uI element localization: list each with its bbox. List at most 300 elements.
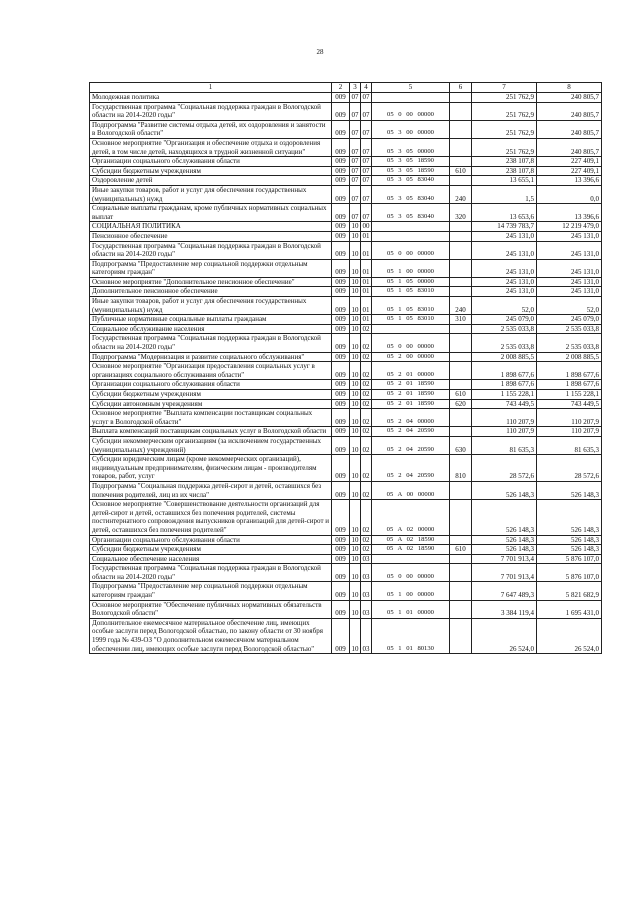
row-amount-2: 5 876 107,0 (537, 554, 602, 564)
row-target-code: 05 2 01 18590 (372, 390, 450, 400)
row-amount-2: 526 148,3 (537, 500, 602, 535)
row-name-cell: Субсидии некоммерческим организациям (за исключением государственных (муниципальных) учреждений) (90, 436, 332, 454)
row-subsection-code: 07 (362, 93, 370, 101)
row-target-code: 05 0 00 00000 (372, 564, 450, 582)
row-name-cell: Основное мероприятие "Дополнительное пенсионное обеспечение" (90, 277, 332, 287)
row-amount-2: 13 396,6 (537, 204, 602, 222)
table-header-row (90, 83, 602, 93)
row-name-cell: Субсидии бюджетным учреждениям (90, 166, 332, 176)
row-expense-type-code: 320 (450, 204, 472, 222)
row-name-cell: Основное мероприятие "Совершенствование деятельности организаций для детей-сирот и детей, оставшихся без попечения родителей, системы постинтернатного сопровождения выпускников организаций для детей-сирот и детей, оставшихся без попечения родителей" (90, 500, 332, 535)
row-name-cell: Оздоровление детей (90, 176, 332, 186)
row-subsection-code: 01 (361, 259, 372, 277)
row-amount-1: 526 148,3 (472, 481, 537, 499)
row-target-code: 05 A 02 18590 (372, 545, 450, 555)
table-row (90, 315, 602, 325)
table-row (90, 324, 602, 334)
row-section-code: 10 (350, 241, 361, 259)
row-subsection-code: 02 (361, 500, 372, 535)
table-row (90, 102, 602, 120)
row-amount-2: 28 572,6 (537, 455, 602, 482)
row-expense-type-code (450, 241, 472, 259)
row-expense-type-code: 310 (450, 315, 472, 325)
row-ministry-code: 009 (332, 582, 350, 600)
row-ministry-code: 009 (332, 166, 350, 176)
row-amount-1: 526 148,3 (472, 545, 537, 555)
row-amount-1: 251 762,9 (472, 102, 537, 120)
row-ministry-code: 009 (332, 554, 350, 564)
row-ministry-code: 009 (332, 287, 350, 297)
table-row (90, 545, 602, 555)
row-expense-type-code (450, 102, 472, 120)
row-ministry-code: 009 (332, 324, 350, 334)
row-section-code: 07 (350, 185, 361, 203)
row-amount-2: 526 148,3 (537, 481, 602, 499)
row-amount-1: 251 762,9 (472, 120, 537, 138)
row-section-code: 10 (351, 390, 359, 398)
row-target-code: 05 0 00 00000 (372, 102, 450, 120)
row-ministry-code: 009 (332, 102, 350, 120)
row-name-cell: Организации социального обслуживания области (90, 380, 332, 390)
row-expense-type-code: 620 (450, 399, 472, 409)
row-amount-1: 245 131,0 (472, 287, 537, 297)
row-target-code: 05 1 00 00000 (372, 259, 450, 277)
table-row (90, 362, 602, 380)
row-section-code: 07 (351, 166, 359, 175)
row-subsection-code: 03 (361, 564, 372, 582)
row-ministry-code: 009 (332, 436, 350, 454)
row-target-code: 05 0 00 00000 (372, 241, 450, 259)
row-target-code: 05 2 01 18590 (372, 380, 450, 390)
row-section-code: 10 (350, 500, 361, 535)
row-section-code: 10 (350, 297, 361, 315)
row-amount-2: 2 008 885,5 (537, 352, 602, 362)
row-amount-2: 110 207,9 (537, 409, 602, 427)
row-ministry-code: 009 (332, 204, 350, 222)
row-section-code: 07 (350, 204, 361, 222)
page-number: 28 (316, 48, 324, 56)
row-name-cell: Субсидии бюджетным учреждениям (90, 545, 332, 555)
row-amount-2: 2 535 033,8 (537, 324, 602, 334)
row-target-code: 05 A 00 00000 (372, 481, 450, 499)
row-target-code: 05 A 02 18590 (372, 535, 450, 545)
row-subsection-code: 07 (361, 185, 372, 203)
row-target-code: 05 2 04 20590 (372, 427, 450, 437)
row-expense-type-code (450, 427, 472, 437)
header-col-5: 5 (372, 83, 450, 93)
row-name-cell: Основное мероприятие "Организация и обеспечение отдыха и оздоровления детей, в том числе детей, находящихся в трудной жизненной ситуации" (90, 138, 332, 156)
row-expense-type-code (450, 287, 472, 297)
row-expense-type-code: 610 (450, 545, 472, 555)
table-row (90, 436, 602, 454)
row-section-code: 10 (351, 380, 359, 389)
row-name-cell: Основное мероприятие "Обеспечение публичных нормативных обязательств Вологодской области" (90, 600, 332, 618)
row-ministry-code: 009 (332, 399, 350, 409)
table-row (90, 334, 602, 352)
row-section-code: 07 (350, 120, 361, 138)
row-target-code: 05 3 05 18590 (372, 166, 450, 176)
row-amount-2: 526 148,3 (537, 545, 602, 555)
row-target-code: 05 1 01 80130 (372, 618, 450, 653)
table-row (90, 222, 602, 232)
row-name-cell: Организации социального обслуживания области (90, 157, 332, 167)
row-expense-type-code (450, 334, 472, 352)
row-ministry-code: 009 (332, 362, 350, 380)
row-amount-1: 7 701 913,4 (472, 554, 537, 564)
row-expense-type-code (450, 380, 472, 390)
table-row (90, 259, 602, 277)
row-subsection-code: 01 (362, 277, 370, 286)
row-ministry-code: 009 (332, 93, 350, 103)
row-amount-2: 13 396,6 (537, 176, 602, 186)
table-row (90, 352, 602, 362)
row-amount-1: 13 655,1 (472, 176, 537, 186)
header-col-8: 8 (537, 83, 602, 93)
table-row (90, 554, 602, 564)
row-amount-1: 28 572,6 (472, 455, 537, 482)
row-target-code (372, 324, 450, 334)
table-row (90, 481, 602, 499)
row-amount-1: 245 079,0 (472, 315, 537, 325)
row-expense-type-code (450, 409, 472, 427)
row-expense-type-code: 610 (450, 166, 472, 176)
row-amount-1: 13 653,6 (472, 204, 537, 222)
row-ministry-code: 009 (332, 390, 350, 400)
row-expense-type-code (450, 176, 472, 186)
table-row (90, 241, 602, 259)
row-amount-2: 245 131,0 (537, 287, 602, 297)
row-subsection-code: 07 (361, 102, 372, 120)
row-ministry-code: 009 (332, 427, 350, 437)
row-amount-1: 7 647 489,3 (472, 582, 537, 600)
row-amount-1: 1,5 (472, 185, 537, 203)
row-section-code: 10 (351, 277, 359, 286)
row-name-cell: Государственная программа "Социальная поддержка граждан в Вологодской области на 2014-2020 годы" (90, 102, 332, 120)
row-section-code: 10 (350, 334, 361, 352)
row-expense-type-code: 810 (450, 455, 472, 482)
row-ministry-code: 009 (332, 138, 350, 156)
row-ministry-code: 009 (332, 600, 350, 618)
row-subsection-code: 02 (361, 481, 372, 499)
row-amount-1: 251 762,9 (472, 93, 537, 103)
row-amount-1: 1 898 677,6 (472, 380, 537, 390)
row-expense-type-code: 610 (450, 390, 472, 400)
row-section-code: 10 (350, 409, 361, 427)
row-amount-2: 1 898 677,6 (537, 380, 602, 390)
row-target-code (372, 222, 450, 232)
row-amount-2: 227 409,1 (537, 157, 602, 167)
row-amount-1: 526 148,3 (472, 535, 537, 545)
row-ministry-code: 009 (332, 535, 350, 545)
table-row (90, 618, 602, 653)
row-section-code: 10 (351, 535, 359, 544)
row-name-cell: Субсидии автономным учреждениям (90, 399, 332, 409)
row-expense-type-code (450, 481, 472, 499)
row-section-code: 10 (350, 362, 361, 380)
row-subsection-code: 02 (361, 455, 372, 482)
row-amount-2: 245 131,0 (537, 231, 602, 241)
row-ministry-code: 009 (332, 259, 350, 277)
row-section-code: 07 (350, 138, 361, 156)
row-name-cell: Государственная программа "Социальная поддержка граждан в Вологодской области на 2014-2020 годы" (90, 334, 332, 352)
row-amount-2: 227 409,1 (537, 166, 602, 176)
row-ministry-code: 009 (332, 545, 350, 555)
row-amount-2: 52,0 (537, 297, 602, 315)
header-col-7: 7 (472, 83, 537, 93)
table-row (90, 380, 602, 390)
row-amount-2: 2 535 033,8 (537, 334, 602, 352)
row-expense-type-code (450, 554, 472, 564)
row-name-cell: Основное мероприятие "Организация предоставления социальных услуг в организациях социального обслуживания области" (90, 362, 332, 380)
row-amount-1: 245 131,0 (472, 231, 537, 241)
row-amount-2: 240 805,7 (537, 102, 602, 120)
budget-table (89, 82, 602, 654)
row-target-code: 05 1 05 83010 (372, 297, 450, 315)
row-expense-type-code (450, 362, 472, 380)
row-name-cell: Субсидии бюджетным учреждениям (90, 390, 332, 400)
row-amount-2: 1 898 677,6 (537, 362, 602, 380)
row-name-cell: Молодежная политика (90, 93, 332, 103)
row-expense-type-code (450, 259, 472, 277)
row-name-cell: Субсидии юридическим лицам (кроме некоммерческих организаций), индивидуальным предпринимателям, физическим лицам - производителям товаров, работ, услуг (90, 455, 332, 482)
row-section-code: 10 (350, 455, 361, 482)
row-target-code: 05 2 04 00000 (372, 409, 450, 427)
table-row (90, 399, 602, 409)
row-ministry-code: 009 (332, 564, 350, 582)
row-name-cell: Социальное обеспечение населения (90, 554, 332, 564)
row-target-code: 05 1 05 83010 (372, 315, 450, 325)
row-name-cell: Выплата компенсаций поставщикам социальных услуг в Вологодской области (90, 427, 332, 437)
row-ministry-code: 009 (332, 277, 350, 287)
row-expense-type-code: 240 (450, 297, 472, 315)
row-amount-2: 110 207,9 (537, 427, 602, 437)
row-name-cell: Подпрограмма "Социальная поддержка детей-сирот и детей, оставшихся без попечения родителей, лиц из их числа" (90, 481, 332, 499)
row-ministry-code: 009 (332, 334, 350, 352)
row-amount-2: 240 805,7 (537, 138, 602, 156)
row-amount-2: 245 131,0 (537, 277, 602, 287)
row-ministry-code: 009 (332, 618, 350, 653)
row-subsection-code: 02 (361, 436, 372, 454)
row-subsection-code: 02 (362, 427, 370, 436)
header-col-2: 2 (332, 83, 350, 93)
row-expense-type-code (450, 120, 472, 138)
row-name-cell: Иные закупки товаров, работ и услуг для обеспечения государственных (муниципальных) нужд (90, 185, 332, 203)
row-amount-2: 245 079,0 (537, 315, 602, 325)
table-row (90, 277, 602, 287)
table-row (90, 409, 602, 427)
row-amount-1: 7 701 913,4 (472, 564, 537, 582)
row-amount-1: 14 739 783,7 (472, 222, 537, 232)
row-section-code: 07 (350, 102, 361, 120)
table-row (90, 455, 602, 482)
row-subsection-code: 07 (362, 157, 370, 166)
row-subsection-code: 07 (361, 138, 372, 156)
row-subsection-code: 02 (362, 535, 370, 544)
row-name-cell: Социальное обслуживание населения (90, 324, 332, 334)
row-amount-2: 1 695 431,0 (537, 600, 602, 618)
row-target-code: 05 3 05 83040 (372, 185, 450, 203)
row-amount-2: 0,0 (537, 185, 602, 203)
row-subsection-code: 07 (361, 204, 372, 222)
row-expense-type-code (450, 277, 472, 287)
header-col-4: 4 (361, 83, 372, 93)
row-subsection-code: 02 (361, 362, 372, 380)
row-amount-2: 12 219 479,0 (537, 222, 602, 232)
row-amount-2: 81 635,3 (537, 436, 602, 454)
row-amount-1: 1 898 677,6 (472, 362, 537, 380)
row-amount-1: 245 131,0 (472, 277, 537, 287)
table-row (90, 185, 602, 203)
row-target-code: 05 1 00 00000 (372, 582, 450, 600)
row-section-code: 10 (351, 287, 359, 296)
row-expense-type-code (450, 618, 472, 653)
row-target-code: 05 2 04 20590 (372, 436, 450, 454)
row-subsection-code: 03 (361, 618, 372, 653)
row-target-code: 05 2 00 00000 (372, 352, 450, 362)
row-subsection-code: 03 (361, 582, 372, 600)
row-name-cell: Социальные выплаты гражданам, кроме публичных нормативных социальных выплат (90, 204, 332, 222)
row-amount-1: 238 107,8 (472, 166, 537, 176)
row-expense-type-code (450, 157, 472, 167)
row-subsection-code: 02 (362, 545, 370, 554)
row-amount-2: 26 524,0 (537, 618, 602, 653)
row-expense-type-code (450, 535, 472, 545)
row-expense-type-code (450, 564, 472, 582)
row-ministry-code: 009 (332, 120, 350, 138)
row-target-code: 05 0 00 00000 (372, 334, 450, 352)
row-amount-1: 26 524,0 (472, 618, 537, 653)
row-section-code: 10 (351, 222, 359, 231)
row-amount-1: 2 535 033,8 (472, 324, 537, 334)
row-target-code (372, 231, 450, 241)
row-subsection-code: 02 (362, 399, 370, 408)
table-row (90, 93, 602, 103)
row-name-cell: Публичные нормативные социальные выплаты гражданам (90, 315, 332, 325)
row-ministry-code: 009 (332, 409, 350, 427)
table-row (90, 582, 602, 600)
row-target-code (372, 93, 450, 103)
row-amount-1: 238 107,8 (472, 157, 537, 167)
row-subsection-code: 01 (361, 297, 372, 315)
row-subsection-code: 02 (362, 390, 370, 398)
row-section-code: 10 (351, 554, 359, 563)
row-amount-1: 245 131,0 (472, 241, 537, 259)
row-target-code: 05 A 02 00000 (372, 500, 450, 535)
row-subsection-code: 02 (362, 352, 370, 361)
row-name-cell: Пенсионное обеспечение (90, 231, 332, 241)
row-target-code: 05 1 05 00000 (372, 277, 450, 287)
row-target-code: 05 2 01 00000 (372, 362, 450, 380)
row-ministry-code: 009 (332, 455, 350, 482)
table-row (90, 138, 602, 156)
row-amount-1: 526 148,3 (472, 500, 537, 535)
row-amount-1: 3 384 119,4 (472, 600, 537, 618)
row-ministry-code: 009 (332, 352, 350, 362)
row-name-cell: Дополнительное пенсионное обеспечение (90, 287, 332, 297)
row-ministry-code: 009 (332, 241, 350, 259)
row-amount-2: 5 876 107,0 (537, 564, 602, 582)
row-ministry-code: 009 (332, 481, 350, 499)
row-subsection-code: 03 (361, 600, 372, 618)
row-ministry-code: 009 (332, 500, 350, 535)
row-ministry-code: 009 (332, 297, 350, 315)
row-amount-2: 5 821 682,9 (537, 582, 602, 600)
row-expense-type-code (450, 324, 472, 334)
row-expense-type-code (450, 352, 472, 362)
row-section-code: 10 (350, 436, 361, 454)
row-target-code: 05 3 05 18590 (372, 157, 450, 167)
row-amount-1: 81 635,3 (472, 436, 537, 454)
row-amount-1: 2 535 033,8 (472, 334, 537, 352)
row-amount-2: 743 449,5 (537, 399, 602, 409)
row-section-code: 07 (351, 93, 359, 101)
row-expense-type-code (450, 582, 472, 600)
row-ministry-code: 009 (332, 380, 350, 390)
row-ministry-code: 009 (332, 176, 350, 186)
row-name-cell: Подпрограмма "Развитие системы отдыха детей, их оздоровления и занятости в Вологодской области" (90, 120, 332, 138)
row-section-code: 10 (351, 545, 359, 554)
header-col-6: 6 (450, 83, 472, 93)
row-amount-2: 245 131,0 (537, 259, 602, 277)
row-subsection-code: 03 (362, 554, 370, 563)
row-amount-1: 743 449,5 (472, 399, 537, 409)
table-row (90, 500, 602, 535)
row-expense-type-code (450, 231, 472, 241)
row-target-code: 05 1 05 83010 (372, 287, 450, 297)
row-ministry-code: 009 (332, 231, 350, 241)
row-expense-type-code (450, 93, 472, 103)
row-subsection-code: 07 (362, 166, 370, 175)
row-target-code: 05 2 01 18590 (372, 399, 450, 409)
table-row (90, 204, 602, 222)
row-name-cell: Подпрограмма "Предоставление мер социальной поддержки отдельным категориям граждан" (90, 259, 332, 277)
row-name-cell: Государственная программа "Социальная поддержка граждан в Вологодской области на 2014-2020 годы" (90, 564, 332, 582)
table-row (90, 535, 602, 545)
row-ministry-code: 009 (332, 315, 350, 325)
row-section-code: 10 (350, 259, 361, 277)
row-expense-type-code (450, 138, 472, 156)
table-row (90, 231, 602, 241)
row-ministry-code: 009 (332, 157, 350, 167)
row-section-code: 10 (350, 481, 361, 499)
row-section-code: 07 (351, 157, 359, 166)
row-target-code: 05 3 05 83040 (372, 204, 450, 222)
row-expense-type-code (450, 600, 472, 618)
row-section-code: 10 (350, 618, 361, 653)
row-target-code: 05 3 05 83040 (372, 176, 450, 186)
row-subsection-code: 07 (362, 176, 370, 185)
table-row (90, 564, 602, 582)
row-amount-2: 245 131,0 (537, 241, 602, 259)
table-row (90, 157, 602, 167)
row-subsection-code: 01 (362, 287, 370, 296)
row-amount-2: 1 155 228,1 (537, 390, 602, 400)
row-section-code: 10 (351, 231, 359, 240)
row-name-cell: Организации социального обслуживания области (90, 535, 332, 545)
row-target-code: 05 1 01 00000 (372, 600, 450, 618)
row-section-code: 10 (351, 352, 359, 361)
row-name-cell: Подпрограмма "Модернизация и развитие социального обслуживания" (90, 352, 332, 362)
row-subsection-code: 02 (362, 324, 370, 333)
row-amount-2: 240 805,7 (537, 120, 602, 138)
table-row (90, 120, 602, 138)
row-subsection-code: 07 (361, 120, 372, 138)
row-section-code: 10 (351, 399, 359, 408)
row-section-code: 10 (350, 600, 361, 618)
header-col-3: 3 (350, 83, 361, 93)
table-row (90, 297, 602, 315)
header-col-1: 1 (90, 83, 332, 93)
